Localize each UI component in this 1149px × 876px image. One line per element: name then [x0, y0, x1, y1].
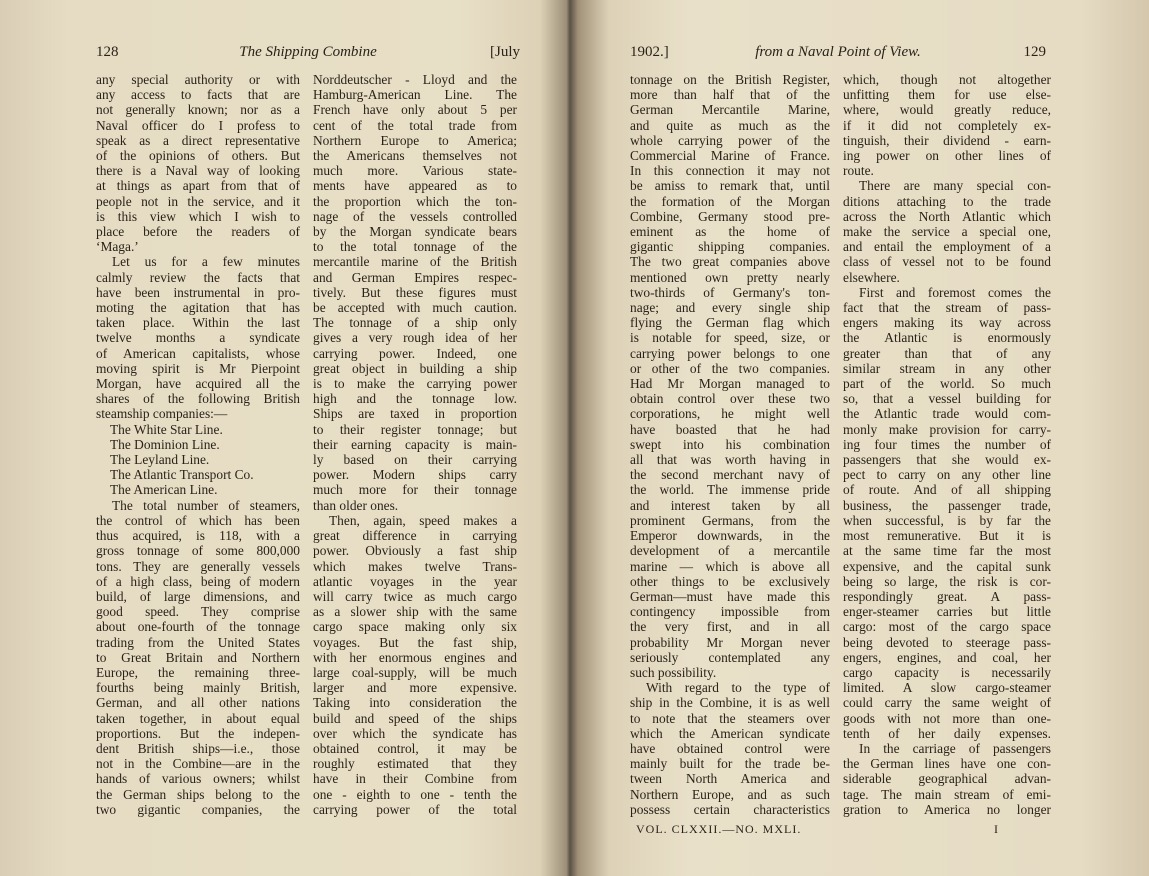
left-page-header	[96, 44, 520, 66]
text-line: carrying power belongs to one	[630, 345, 830, 361]
text-line: proportions. But the indepen-	[96, 725, 300, 741]
text-line: German Mercantile Marine,	[630, 102, 830, 118]
text-line: great difference in carrying	[313, 528, 517, 544]
text-line: Then, again, speed makes a	[329, 512, 517, 528]
text-line: mentioned own pretty nearly	[630, 269, 830, 285]
text-line: The Dominion Line.	[110, 436, 220, 452]
text-line: probability Mr Morgan never	[630, 634, 830, 650]
text-line: goods with not more than one-	[843, 710, 1051, 726]
text-line: speak as a direct representative	[96, 132, 300, 148]
text-line: and quite as much as the	[630, 117, 830, 133]
text-line: when successful, is by far the	[843, 512, 1051, 528]
text-line: much more. Various state-	[313, 163, 517, 179]
text-line: Combine, Germany stood pre-	[630, 208, 830, 224]
text-line: power. Modern ships carry	[313, 467, 517, 483]
text-line: German—must have made this	[630, 588, 830, 604]
text-line: tively. But these figures must	[313, 284, 517, 300]
text-line: any access to facts that are	[96, 87, 300, 103]
text-line: large coal-supply, will be much	[313, 664, 517, 680]
text-line: ly based on their carrying	[313, 452, 517, 468]
text-line: With regard to the type of	[646, 680, 830, 696]
text-line: class of vessel not to be found	[843, 254, 1051, 270]
text-line: development of a mercantile	[630, 543, 830, 559]
text-line: moving spirit is Mr Pierpoint	[96, 360, 300, 376]
text-line: elsewhere.	[843, 269, 900, 285]
text-line: ditions attaching to the trade	[843, 193, 1051, 209]
text-line: not generally known; nor as a	[96, 102, 300, 118]
text-line: which makes twelve Trans-	[313, 558, 517, 574]
text-line: their earning capacity is main-	[313, 436, 517, 452]
text-line: Let us for a few minutes	[112, 254, 300, 270]
right-page-header	[630, 44, 1046, 66]
text-line: similar stream in any other	[843, 360, 1051, 376]
text-line: fourths being mainly British,	[96, 680, 300, 696]
text-line: the control of which has been	[96, 512, 300, 528]
text-line: There are many special con-	[859, 178, 1051, 194]
text-line: of the opinions of others. But	[96, 148, 300, 164]
text-line: Taking into consideration the	[313, 695, 517, 711]
text-line: the German lines have one con-	[843, 756, 1051, 772]
text-line: thus acquired, is 118, with a	[96, 528, 300, 544]
text-line: tinguish, their dividend - earn-	[843, 132, 1051, 148]
text-line: Commercial Marine of France.	[630, 148, 830, 164]
text-line: engers, engines, and coal, her	[843, 649, 1051, 665]
text-line: which, though not altogether	[843, 72, 1051, 87]
text-line: nage of the vessels controlled	[313, 208, 517, 224]
text-line: swept into his combination	[630, 436, 830, 452]
text-line: Northern Europe, and as such	[630, 786, 830, 802]
date-tag: 1902.]	[630, 44, 669, 60]
date-tag: [July	[490, 44, 520, 60]
text-line: to the total tonnage of the	[313, 239, 517, 255]
text-line: First and foremost comes the	[859, 284, 1051, 300]
text-line: In the carriage of passengers	[859, 740, 1051, 756]
text-line: about one-fourth of the tonnage	[96, 619, 300, 635]
text-line: carrying power of the total	[313, 801, 517, 817]
text-line: French have only about 5 per	[313, 102, 517, 118]
text-line: be amiss to remark that, until	[630, 178, 830, 194]
text-line: more than half that of the	[630, 87, 830, 103]
text-line: to Great Britain and Northern	[96, 649, 300, 665]
text-line: have obtained control were	[630, 740, 830, 756]
text-line: The Atlantic Transport Co.	[110, 467, 254, 483]
text-line: tenth of her daily expenses.	[843, 725, 1051, 741]
text-line: gration to America no longer	[843, 801, 1051, 817]
page-number: 128	[96, 44, 119, 60]
running-title: The Shipping Combine	[239, 44, 377, 60]
text-line: as a slower ship with the same	[313, 604, 517, 620]
text-line: Had Mr Morgan managed to	[630, 376, 830, 392]
text-line: taken place. Within the last	[96, 315, 300, 331]
text-line: the Atlantic is enormously	[843, 330, 1051, 346]
text-line: business, the passenger trade,	[843, 497, 1051, 513]
text-line: voyages. But the fast ship,	[313, 634, 517, 650]
text-line: and interest taken by all	[630, 497, 830, 513]
text-line: over which the syndicate has	[313, 725, 517, 741]
text-line: mainly built for the trade be-	[630, 756, 830, 772]
text-line: tons. They are generally vessels	[96, 558, 300, 574]
text-column	[843, 72, 1051, 817]
text-line: German, and all other nations	[96, 695, 300, 711]
text-line: tonnage on the British Register,	[630, 72, 830, 87]
text-line: any special authority or with	[96, 72, 300, 87]
running-title: from a Naval Point of View.	[755, 44, 921, 60]
text-line: be accepted with much caution.	[313, 300, 517, 316]
text-line: gives a very rough idea of her	[313, 330, 517, 346]
text-line: power. Obviously a fast ship	[313, 543, 517, 559]
text-line: calmly review the facts that	[96, 269, 300, 285]
text-line: of a high class, being of modern	[96, 573, 300, 589]
text-line: expensive, and the capital sunk	[843, 558, 1051, 574]
text-line: the second merchant navy of	[630, 467, 830, 483]
text-line: ‘Maga.’	[96, 239, 139, 255]
text-line: Ships are taxed in proportion	[313, 406, 517, 422]
text-line: could carry the same weight of	[843, 695, 1051, 711]
text-line: pect to carry on any other line	[843, 467, 1051, 483]
text-line: and entail the employment of a	[843, 239, 1051, 255]
text-line: people not in the service, and it	[96, 193, 300, 209]
text-line: Emperor downwards, in the	[630, 528, 830, 544]
text-line: seriously contemplated any	[630, 649, 830, 665]
text-line: monly make provision for carry-	[843, 421, 1051, 437]
text-line: The Leyland Line.	[110, 452, 210, 468]
text-column	[96, 72, 300, 817]
text-line: the world. The immense pride	[630, 482, 830, 498]
text-line: fact that the stream of pass-	[843, 300, 1051, 316]
text-line: ship in the Combine, it is as well	[630, 695, 830, 711]
text-line: larger and more expensive.	[313, 680, 517, 696]
text-line: place before the readers of	[96, 224, 300, 240]
text-line: The American Line.	[110, 482, 218, 498]
text-line: which the American syndicate	[630, 725, 830, 741]
text-line: tage. The main stream of emi-	[843, 786, 1051, 802]
text-line: route.	[843, 163, 874, 179]
text-line: engers making its way across	[843, 315, 1051, 331]
volume-number: VOL. CLXXII.—NO. MXLI.	[636, 822, 802, 836]
text-line: The total number of steamers,	[112, 497, 300, 513]
text-line: The White Star Line.	[110, 421, 223, 437]
text-line: The tonnage of a ship only	[313, 315, 517, 331]
text-line: Europe, the remaining three-	[96, 664, 300, 680]
text-line: ing four times the number of	[843, 436, 1051, 452]
text-line: the Atlantic trade would com-	[843, 406, 1051, 422]
text-line: nage; and every single ship	[630, 300, 830, 316]
text-line: limited. A slow cargo-steamer	[843, 680, 1051, 696]
text-line: respondingly great. A pass-	[843, 588, 1051, 604]
text-line: gigantic shipping companies.	[630, 239, 830, 255]
text-line: will carry twice as much cargo	[313, 588, 517, 604]
text-line: is notable for speed, size, or	[630, 330, 830, 346]
text-line: good speed. They comprise	[96, 604, 300, 620]
text-line: shares of the following British	[96, 391, 300, 407]
text-line: the German ships belong to the	[96, 786, 300, 802]
text-line: high and the tonnage low.	[313, 391, 517, 407]
text-line: In this connection it may not	[630, 163, 830, 179]
text-line: steamship companies:—	[96, 406, 228, 422]
text-line: ments have appeared as to	[313, 178, 517, 194]
text-line: possess certain characteristics	[630, 801, 830, 817]
text-line: the Americans themselves not	[313, 148, 517, 164]
text-line: corporations, he might well	[630, 406, 830, 422]
text-line: if it did not completely ex-	[843, 117, 1051, 133]
text-line: flying the German flag which	[630, 315, 830, 331]
text-line: eminent as the home of	[630, 224, 830, 240]
text-line: is this view which I wish to	[96, 208, 300, 224]
text-line: with her enormous engines and	[313, 649, 517, 665]
text-line: such possibility.	[630, 664, 717, 680]
text-line: one - eighth to one - tenth the	[313, 786, 517, 802]
text-line: tween North America and	[630, 771, 830, 787]
text-line: build and speed of the ships	[313, 710, 517, 726]
text-line: across the North Atlantic which	[843, 208, 1051, 224]
text-line: have been instrumental in pro-	[96, 284, 300, 300]
text-line: cargo capacity is necessarily	[843, 664, 1051, 680]
text-line: have in their Combine from	[313, 771, 517, 787]
text-line: all that was worth having in	[630, 452, 830, 468]
text-line: at the same time far the most	[843, 543, 1051, 559]
text-line: dent British ships—i.e., those	[96, 740, 300, 756]
text-line: atlantic voyages in the year	[313, 573, 517, 589]
text-line: gross tonnage of some 800,000	[96, 543, 300, 559]
text-line: obtained control, it may be	[313, 740, 517, 756]
text-line: roughly estimated that they	[313, 756, 517, 772]
text-line: part of the world. So much	[843, 376, 1051, 392]
text-column	[630, 72, 830, 817]
text-line: moting the agitation that has	[96, 300, 300, 316]
text-line: or other of the two companies.	[630, 360, 830, 376]
text-line: cargo: most of the cargo space	[843, 619, 1051, 635]
left-page	[0, 0, 560, 876]
text-line: unfitting them for use else-	[843, 87, 1051, 103]
page-number: 129	[1023, 44, 1046, 60]
text-line: marine — which is above all	[630, 558, 830, 574]
text-line: the formation of the Morgan	[630, 193, 830, 209]
text-line: trading from the United States	[96, 634, 300, 650]
text-line: there is a Naval way of looking	[96, 163, 300, 179]
text-line: to their register tonnage; but	[313, 421, 517, 437]
text-line: cargo space making only six	[313, 619, 517, 635]
text-column	[313, 72, 517, 817]
text-line: being devoted to steerage pass-	[843, 634, 1051, 650]
text-line: being so large, the risk is cor-	[843, 573, 1051, 589]
text-line: The two great companies above	[630, 254, 830, 270]
text-line: other things to be exclusively	[630, 573, 830, 589]
text-line: to note that the steamers over	[630, 710, 830, 726]
text-line: twelve months a syndicate	[96, 330, 300, 346]
text-line: siderable geographical advan-	[843, 771, 1051, 787]
text-line: greater than that of any	[843, 345, 1051, 361]
text-line: enger-steamer carries but little	[843, 604, 1051, 620]
text-line: and German Empires respec-	[313, 269, 517, 285]
text-line: much more for their tonnage	[313, 482, 517, 498]
text-line: Norddeutscher - Lloyd and the	[313, 72, 517, 87]
text-line: Northern Europe to America;	[313, 132, 517, 148]
text-line: the proportion which the ton-	[313, 193, 517, 209]
text-line: hands of various owners; whilst	[96, 771, 300, 787]
text-line: build, of large dimensions, and	[96, 588, 300, 604]
text-line: two-thirds of Germany's ton-	[630, 284, 830, 300]
text-line: Naval officer do I profess to	[96, 117, 300, 133]
text-line: not in the Combine—are in the	[96, 756, 300, 772]
text-line: by the Morgan syndicate bears	[313, 224, 517, 240]
text-line: mercantile marine of the British	[313, 254, 517, 270]
text-line: where, would greatly reduce,	[843, 102, 1051, 118]
text-line: taken together, in about equal	[96, 710, 300, 726]
text-line: ing power on other lines of	[843, 148, 1051, 164]
text-line: so, that a vessel building for	[843, 391, 1051, 407]
text-line: of American capitalists, whose	[96, 345, 300, 361]
text-line: Hamburg-American Line. The	[313, 87, 517, 103]
text-line: make the service a special one,	[843, 224, 1051, 240]
signature-mark: I	[994, 822, 998, 836]
text-line: Morgan, have acquired all the	[96, 376, 300, 392]
text-line: cent of the total trade from	[313, 117, 517, 133]
text-line: have boasted that he had	[630, 421, 830, 437]
text-line: of route. And of all shipping	[843, 482, 1051, 498]
text-line: obtain control over these two	[630, 391, 830, 407]
text-line: the very first, and in all	[630, 619, 830, 635]
text-line: two gigantic companies, the	[96, 801, 300, 817]
text-line: at things as apart from that of	[96, 178, 300, 194]
text-line: prominent Germans, from the	[630, 512, 830, 528]
text-line: most remunerative. But it is	[843, 528, 1051, 544]
text-line: passengers that she would ex-	[843, 452, 1051, 468]
text-line: carrying power. Indeed, one	[313, 345, 517, 361]
right-page	[590, 0, 1149, 876]
text-line: contingency impossible from	[630, 604, 830, 620]
text-line: is to make the carrying power	[313, 376, 517, 392]
page-footer	[630, 822, 1046, 840]
text-line: whole carrying power of the	[630, 132, 830, 148]
text-line: than older ones.	[313, 497, 399, 513]
text-line: great object in building a ship	[313, 360, 517, 376]
